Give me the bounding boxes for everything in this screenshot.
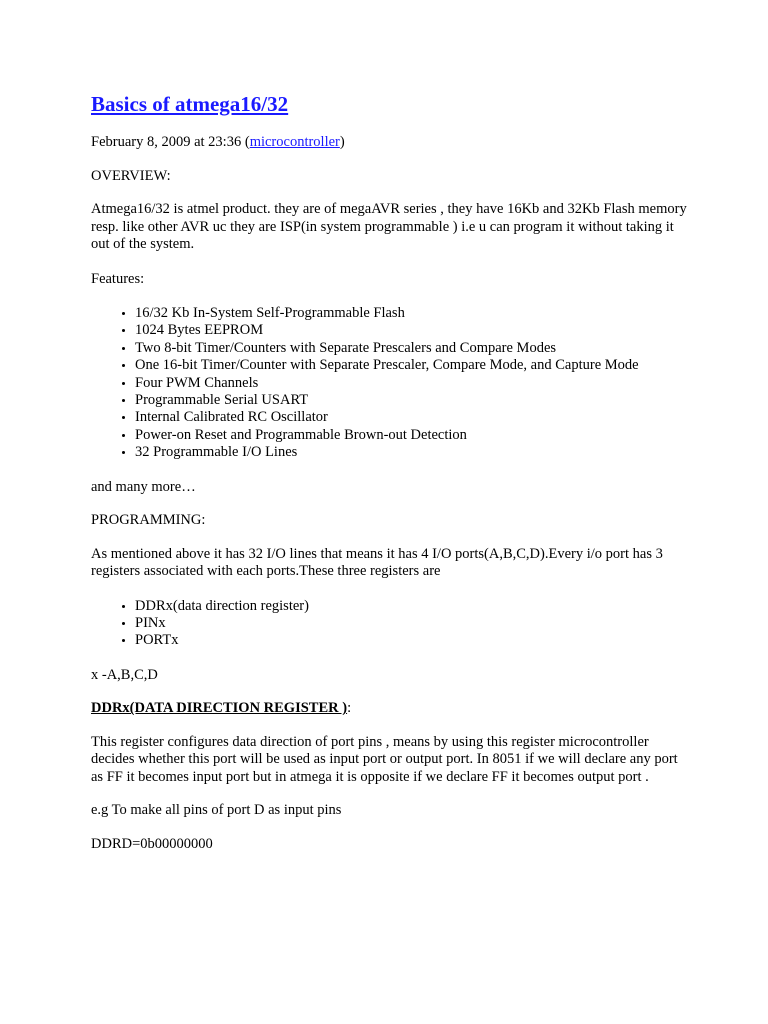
article-title: [91, 90, 691, 118]
overview-heading: OVERVIEW:: [91, 167, 171, 184]
ddrx-heading-label: DDRx(DATA DIRECTION REGISTER ): [91, 700, 348, 717]
example-code: DDRD=0b00000000: [91, 835, 213, 852]
registers-list: [91, 598, 691, 650]
many-more-text: and many more…: [91, 478, 196, 495]
features-list: [91, 305, 691, 462]
x-values-text: x -A,B,C,D: [91, 666, 158, 683]
list-item: • 16/32 Kb In-System Self-Programmable Flash: [135, 305, 691, 322]
list-item: • Four PWM Channels: [135, 375, 691, 392]
list-item: • 32 Programmable I/O Lines: [135, 444, 691, 461]
list-item: • Two 8-bit Timer/Counters with Separate Prescalers and Compare Modes: [135, 340, 691, 357]
category-link[interactable]: microcontroller: [249, 134, 340, 150]
list-item: • One 16-bit Timer/Counter with Separate Prescaler, Compare Mode, and Capture Mode: [135, 357, 691, 374]
features-heading: Features:: [91, 270, 145, 287]
article-date: February 8, 2009 at 23:36: [91, 134, 242, 150]
category-close-paren: ): [339, 134, 345, 150]
overview-paragraph: Atmega16/32 is atmel product. they are of megaAVR series , they have 16Kb and 32Kb Flash memory resp. like other AVR uc they are ISP(in system programmable ) i.e u can program it without taking it out of the system.: [91, 201, 687, 252]
list-item: • PINx: [135, 615, 691, 632]
list-item: • 1024 Bytes EEPROM: [135, 322, 691, 339]
article: [91, 90, 691, 853]
list-item: • Power-on Reset and Programmable Brown-out Detection: [135, 427, 691, 444]
list-item: • Programmable Serial USART: [135, 392, 691, 409]
programming-heading: PROGRAMMING:: [91, 512, 206, 529]
ddrx-heading: [91, 700, 691, 718]
example-paragraph: e.g To make all pins of port D as input pins: [91, 802, 342, 819]
ddrx-heading-colon: :: [347, 700, 352, 717]
list-item: • DDRx(data direction register): [135, 598, 691, 615]
article-meta: [91, 134, 691, 152]
list-item: • PORTx: [135, 632, 691, 649]
list-item: • Internal Calibrated RC Oscillator: [135, 409, 691, 426]
article-title-link[interactable]: Basics of atmega16/32: [91, 92, 289, 116]
ddrx-paragraph: This register configures data direction of port pins , means by using this register microcontroller decides whether this port will be used as input port or output port. In 8051 if we will declare any port as FF it becomes input port but in atmega it is opposite if we declare FF it becomes output port .: [91, 733, 678, 785]
programming-paragraph: As mentioned above it has 32 I/O lines that means it has 4 I/O ports(A,B,C,D).Every i/o port has 3 registers associated with each ports.These three registers are: [91, 545, 663, 580]
category-open-paren: (: [244, 134, 250, 150]
